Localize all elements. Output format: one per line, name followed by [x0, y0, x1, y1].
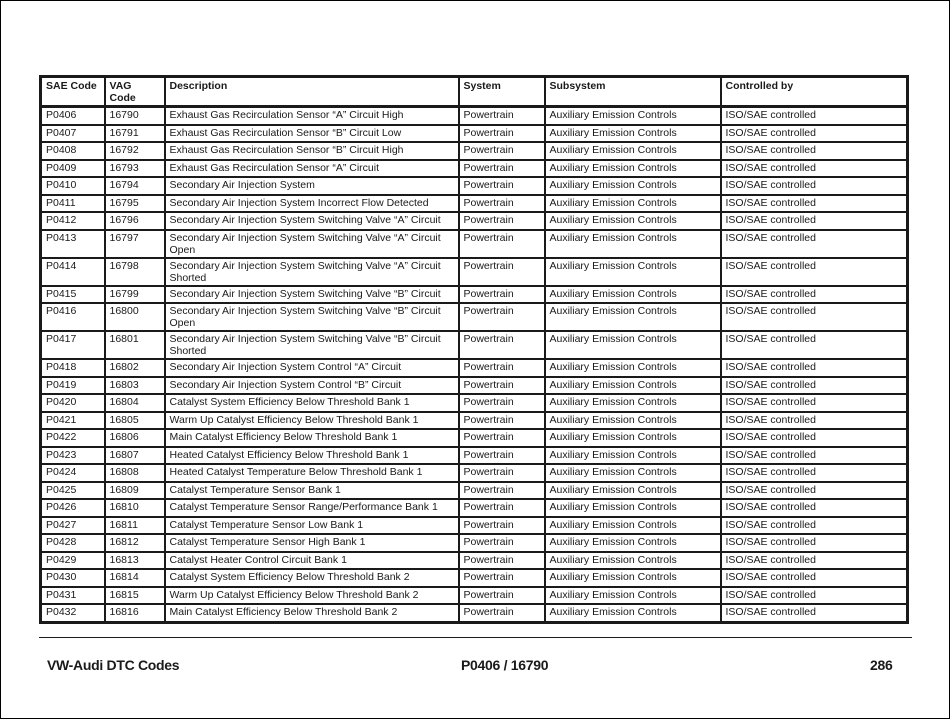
- table-row: [41, 464, 908, 482]
- system-cell: Powertrain: [459, 230, 545, 258]
- controlled-by-cell: ISO/SAE controlled: [721, 429, 908, 447]
- sae-code-cell: P0431: [41, 587, 105, 605]
- controlled-by-cell: ISO/SAE controlled: [721, 482, 908, 500]
- sae-code-cell: P0419: [41, 377, 105, 395]
- system-cell: Powertrain: [459, 142, 545, 160]
- sae-code-cell: P0414: [41, 258, 105, 286]
- description-cell: Exhaust Gas Recirculation Sensor “A” Circuit: [165, 160, 459, 178]
- sae-code-cell: P0418: [41, 359, 105, 377]
- table-row: [41, 447, 908, 465]
- dtc-codes-table: [39, 75, 909, 624]
- sae-code-cell: P0424: [41, 464, 105, 482]
- table-row: [41, 499, 908, 517]
- table-row: [41, 569, 908, 587]
- description-cell: Heated Catalyst Efficiency Below Threshold Bank 1: [165, 447, 459, 465]
- subsystem-cell: Auxiliary Emission Controls: [545, 587, 721, 605]
- system-cell: Powertrain: [459, 482, 545, 500]
- controlled-by-cell: ISO/SAE controlled: [721, 394, 908, 412]
- controlled-by-cell: ISO/SAE controlled: [721, 464, 908, 482]
- description-cell: Heated Catalyst Temperature Below Threshold Bank 1: [165, 464, 459, 482]
- sae-code-cell: P0422: [41, 429, 105, 447]
- table-header-row: [41, 77, 908, 107]
- sae-code-cell: P0411: [41, 195, 105, 213]
- table-row: [41, 258, 908, 286]
- subsystem-cell: Auxiliary Emission Controls: [545, 230, 721, 258]
- system-cell: Powertrain: [459, 177, 545, 195]
- controlled-by-cell: ISO/SAE controlled: [721, 142, 908, 160]
- controlled-by-cell: ISO/SAE controlled: [721, 587, 908, 605]
- table-row: [41, 107, 908, 125]
- system-cell: Powertrain: [459, 286, 545, 304]
- vag-code-cell: 16799: [105, 286, 165, 304]
- vag-code-cell: 16814: [105, 569, 165, 587]
- footer-divider: [39, 637, 912, 638]
- sae-code-cell: P0410: [41, 177, 105, 195]
- subsystem-cell: Auxiliary Emission Controls: [545, 482, 721, 500]
- table-body: [41, 107, 908, 623]
- table-row: [41, 517, 908, 535]
- description-cell: Main Catalyst Efficiency Below Threshold Bank 2: [165, 604, 459, 622]
- description-cell: Secondary Air Injection System Control “B” Circuit: [165, 377, 459, 395]
- system-cell: Powertrain: [459, 377, 545, 395]
- description-cell: Exhaust Gas Recirculation Sensor “A” Circuit High: [165, 107, 459, 125]
- vag-code-cell: 16816: [105, 604, 165, 622]
- controlled-by-cell: ISO/SAE controlled: [721, 107, 908, 125]
- sae-code-cell: P0427: [41, 517, 105, 535]
- description-cell: Catalyst Heater Control Circuit Bank 1: [165, 552, 459, 570]
- controlled-by-cell: ISO/SAE controlled: [721, 447, 908, 465]
- table-row: [41, 587, 908, 605]
- vag-code-cell: 16791: [105, 125, 165, 143]
- system-cell: Powertrain: [459, 517, 545, 535]
- vag-code-cell: 16797: [105, 230, 165, 258]
- sae-code-cell: P0416: [41, 303, 105, 331]
- vag-code-cell: 16810: [105, 499, 165, 517]
- description-cell: Secondary Air Injection System Incorrect Flow Detected: [165, 195, 459, 213]
- vag-code-cell: 16802: [105, 359, 165, 377]
- description-cell: Main Catalyst Efficiency Below Threshold Bank 1: [165, 429, 459, 447]
- vag-code-cell: 16793: [105, 160, 165, 178]
- subsystem-cell: Auxiliary Emission Controls: [545, 359, 721, 377]
- system-cell: Powertrain: [459, 212, 545, 230]
- subsystem-cell: Auxiliary Emission Controls: [545, 447, 721, 465]
- vag-code-cell: 16790: [105, 107, 165, 125]
- vag-code-cell: 16794: [105, 177, 165, 195]
- table-row: [41, 142, 908, 160]
- description-cell: Secondary Air Injection System Control “A” Circuit: [165, 359, 459, 377]
- vag-code-cell: 16796: [105, 212, 165, 230]
- system-cell: Powertrain: [459, 604, 545, 622]
- sae-code-cell: P0408: [41, 142, 105, 160]
- vag-code-cell: 16813: [105, 552, 165, 570]
- vag-code-cell: 16795: [105, 195, 165, 213]
- description-cell: Catalyst Temperature Sensor Bank 1: [165, 482, 459, 500]
- system-cell: Powertrain: [459, 107, 545, 125]
- description-cell: Secondary Air Injection System Switching Valve “B” Circuit: [165, 286, 459, 304]
- sae-code-cell: P0409: [41, 160, 105, 178]
- system-cell: Powertrain: [459, 464, 545, 482]
- controlled-by-cell: ISO/SAE controlled: [721, 125, 908, 143]
- system-cell: Powertrain: [459, 359, 545, 377]
- sae-code-cell: P0412: [41, 212, 105, 230]
- vag-code-cell: 16808: [105, 464, 165, 482]
- subsystem-cell: Auxiliary Emission Controls: [545, 429, 721, 447]
- header-vag-code: VAG Code: [105, 77, 165, 107]
- subsystem-cell: Auxiliary Emission Controls: [545, 604, 721, 622]
- controlled-by-cell: ISO/SAE controlled: [721, 359, 908, 377]
- system-cell: Powertrain: [459, 534, 545, 552]
- subsystem-cell: Auxiliary Emission Controls: [545, 464, 721, 482]
- system-cell: Powertrain: [459, 587, 545, 605]
- table-row: [41, 331, 908, 359]
- subsystem-cell: Auxiliary Emission Controls: [545, 394, 721, 412]
- sae-code-cell: P0428: [41, 534, 105, 552]
- vag-code-cell: 16792: [105, 142, 165, 160]
- subsystem-cell: Auxiliary Emission Controls: [545, 125, 721, 143]
- description-cell: Exhaust Gas Recirculation Sensor “B” Circuit High: [165, 142, 459, 160]
- subsystem-cell: Auxiliary Emission Controls: [545, 160, 721, 178]
- vag-code-cell: 16800: [105, 303, 165, 331]
- footer-document-title: VW-Audi DTC Codes: [47, 657, 180, 673]
- description-cell: Exhaust Gas Recirculation Sensor “B” Circuit Low: [165, 125, 459, 143]
- header-system: System: [459, 77, 545, 107]
- controlled-by-cell: ISO/SAE controlled: [721, 286, 908, 304]
- description-cell: Secondary Air Injection System Switching Valve “A” Circuit Open: [165, 230, 459, 258]
- vag-code-cell: 16806: [105, 429, 165, 447]
- table-row: [41, 286, 908, 304]
- controlled-by-cell: ISO/SAE controlled: [721, 517, 908, 535]
- description-cell: Catalyst Temperature Sensor Low Bank 1: [165, 517, 459, 535]
- controlled-by-cell: ISO/SAE controlled: [721, 258, 908, 286]
- vag-code-cell: 16803: [105, 377, 165, 395]
- system-cell: Powertrain: [459, 125, 545, 143]
- system-cell: Powertrain: [459, 303, 545, 331]
- table-row: [41, 377, 908, 395]
- subsystem-cell: Auxiliary Emission Controls: [545, 177, 721, 195]
- footer-page-number: 286: [870, 657, 893, 673]
- system-cell: Powertrain: [459, 160, 545, 178]
- system-cell: Powertrain: [459, 394, 545, 412]
- controlled-by-cell: ISO/SAE controlled: [721, 552, 908, 570]
- table-row: [41, 482, 908, 500]
- controlled-by-cell: ISO/SAE controlled: [721, 377, 908, 395]
- controlled-by-cell: ISO/SAE controlled: [721, 534, 908, 552]
- vag-code-cell: 16815: [105, 587, 165, 605]
- table-row: [41, 359, 908, 377]
- controlled-by-cell: ISO/SAE controlled: [721, 160, 908, 178]
- description-cell: Catalyst Temperature Sensor Range/Performance Bank 1: [165, 499, 459, 517]
- system-cell: Powertrain: [459, 412, 545, 430]
- subsystem-cell: Auxiliary Emission Controls: [545, 286, 721, 304]
- subsystem-cell: Auxiliary Emission Controls: [545, 412, 721, 430]
- sae-code-cell: P0415: [41, 286, 105, 304]
- controlled-by-cell: ISO/SAE controlled: [721, 195, 908, 213]
- sae-code-cell: P0413: [41, 230, 105, 258]
- vag-code-cell: 16811: [105, 517, 165, 535]
- sae-code-cell: P0425: [41, 482, 105, 500]
- controlled-by-cell: ISO/SAE controlled: [721, 177, 908, 195]
- vag-code-cell: 16812: [105, 534, 165, 552]
- vag-code-cell: 16805: [105, 412, 165, 430]
- description-cell: Warm Up Catalyst Efficiency Below Threshold Bank 1: [165, 412, 459, 430]
- table-row: [41, 429, 908, 447]
- system-cell: Powertrain: [459, 499, 545, 517]
- subsystem-cell: Auxiliary Emission Controls: [545, 107, 721, 125]
- table-row: [41, 195, 908, 213]
- subsystem-cell: Auxiliary Emission Controls: [545, 499, 721, 517]
- description-cell: Secondary Air Injection System Switching Valve “A” Circuit: [165, 212, 459, 230]
- table-row: [41, 230, 908, 258]
- sae-code-cell: P0426: [41, 499, 105, 517]
- vag-code-cell: 16807: [105, 447, 165, 465]
- controlled-by-cell: ISO/SAE controlled: [721, 569, 908, 587]
- subsystem-cell: Auxiliary Emission Controls: [545, 552, 721, 570]
- table-row: [41, 212, 908, 230]
- sae-code-cell: P0423: [41, 447, 105, 465]
- header-controlled-by: Controlled by: [721, 77, 908, 107]
- footer-code-range: P0406 / 16790: [461, 657, 549, 673]
- header-sae-code: SAE Code: [41, 77, 105, 107]
- subsystem-cell: Auxiliary Emission Controls: [545, 377, 721, 395]
- system-cell: Powertrain: [459, 552, 545, 570]
- description-cell: Catalyst System Efficiency Below Threshold Bank 1: [165, 394, 459, 412]
- sae-code-cell: P0406: [41, 107, 105, 125]
- subsystem-cell: Auxiliary Emission Controls: [545, 569, 721, 587]
- system-cell: Powertrain: [459, 331, 545, 359]
- vag-code-cell: 16804: [105, 394, 165, 412]
- controlled-by-cell: ISO/SAE controlled: [721, 499, 908, 517]
- table-row: [41, 303, 908, 331]
- table-row: [41, 160, 908, 178]
- header-description: Description: [165, 77, 459, 107]
- controlled-by-cell: ISO/SAE controlled: [721, 604, 908, 622]
- sae-code-cell: P0430: [41, 569, 105, 587]
- controlled-by-cell: ISO/SAE controlled: [721, 331, 908, 359]
- system-cell: Powertrain: [459, 447, 545, 465]
- table-row: [41, 552, 908, 570]
- description-cell: Secondary Air Injection System: [165, 177, 459, 195]
- description-cell: Warm Up Catalyst Efficiency Below Threshold Bank 2: [165, 587, 459, 605]
- controlled-by-cell: ISO/SAE controlled: [721, 303, 908, 331]
- sae-code-cell: P0420: [41, 394, 105, 412]
- table-row: [41, 534, 908, 552]
- subsystem-cell: Auxiliary Emission Controls: [545, 534, 721, 552]
- subsystem-cell: Auxiliary Emission Controls: [545, 303, 721, 331]
- description-cell: Catalyst Temperature Sensor High Bank 1: [165, 534, 459, 552]
- description-cell: Secondary Air Injection System Switching Valve “B” Circuit Open: [165, 303, 459, 331]
- subsystem-cell: Auxiliary Emission Controls: [545, 142, 721, 160]
- system-cell: Powertrain: [459, 429, 545, 447]
- controlled-by-cell: ISO/SAE controlled: [721, 212, 908, 230]
- system-cell: Powertrain: [459, 258, 545, 286]
- header-subsystem: Subsystem: [545, 77, 721, 107]
- sae-code-cell: P0407: [41, 125, 105, 143]
- table-row: [41, 394, 908, 412]
- subsystem-cell: Auxiliary Emission Controls: [545, 212, 721, 230]
- sae-code-cell: P0429: [41, 552, 105, 570]
- vag-code-cell: 16809: [105, 482, 165, 500]
- subsystem-cell: Auxiliary Emission Controls: [545, 331, 721, 359]
- sae-code-cell: P0417: [41, 331, 105, 359]
- controlled-by-cell: ISO/SAE controlled: [721, 412, 908, 430]
- subsystem-cell: Auxiliary Emission Controls: [545, 517, 721, 535]
- description-cell: Secondary Air Injection System Switching Valve “A” Circuit Shorted: [165, 258, 459, 286]
- system-cell: Powertrain: [459, 195, 545, 213]
- table-row: [41, 125, 908, 143]
- system-cell: Powertrain: [459, 569, 545, 587]
- subsystem-cell: Auxiliary Emission Controls: [545, 258, 721, 286]
- controlled-by-cell: ISO/SAE controlled: [721, 230, 908, 258]
- vag-code-cell: 16801: [105, 331, 165, 359]
- table-row: [41, 604, 908, 622]
- table-row: [41, 412, 908, 430]
- sae-code-cell: P0432: [41, 604, 105, 622]
- sae-code-cell: P0421: [41, 412, 105, 430]
- subsystem-cell: Auxiliary Emission Controls: [545, 195, 721, 213]
- description-cell: Catalyst System Efficiency Below Threshold Bank 2: [165, 569, 459, 587]
- description-cell: Secondary Air Injection System Switching Valve “B” Circuit Shorted: [165, 331, 459, 359]
- table-row: [41, 177, 908, 195]
- vag-code-cell: 16798: [105, 258, 165, 286]
